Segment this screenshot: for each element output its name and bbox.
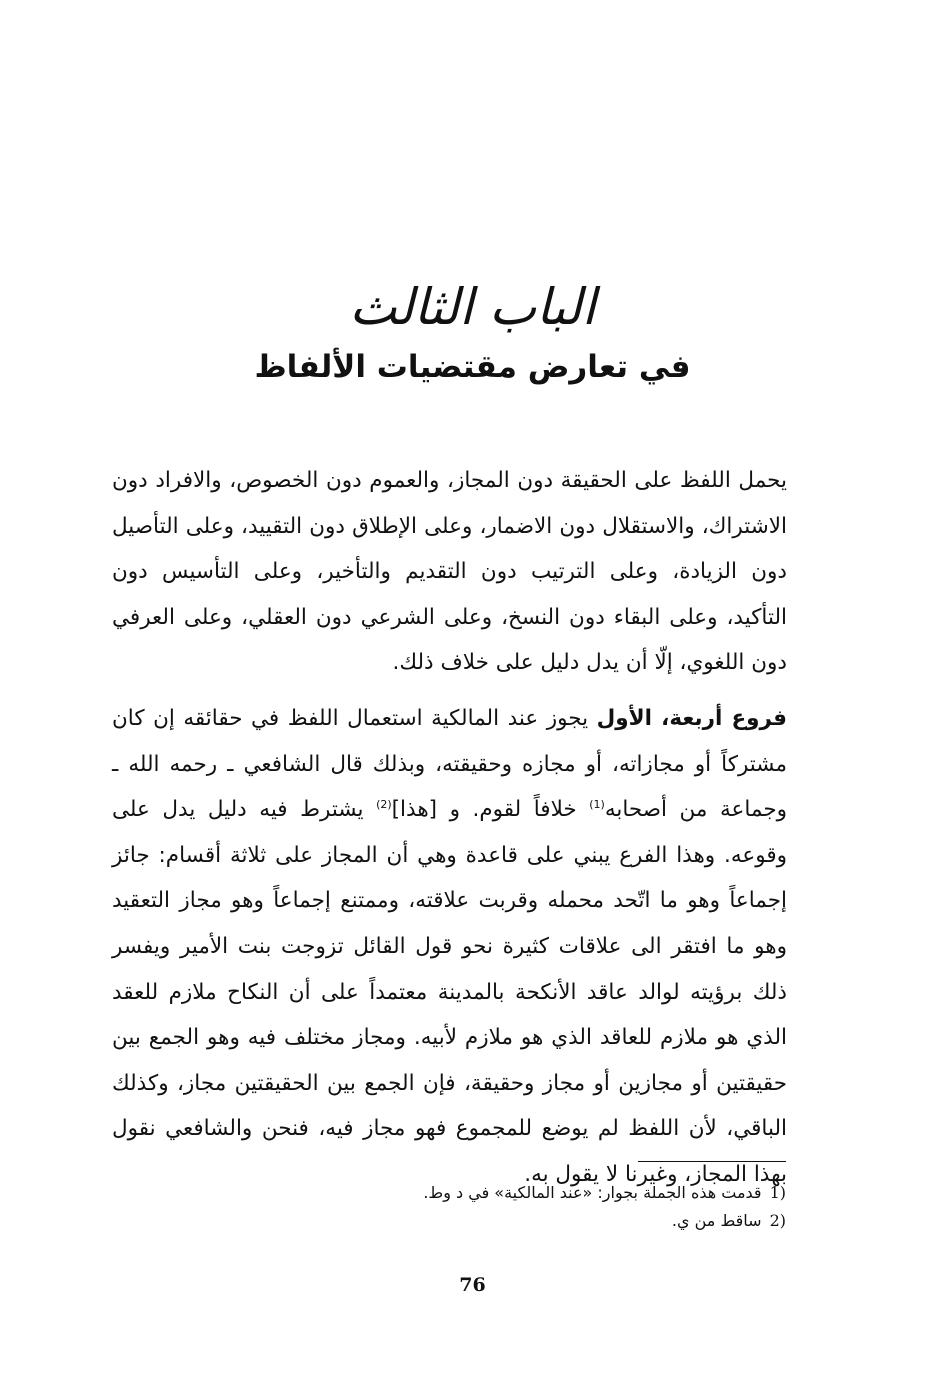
footnote-text: ساقط من ي.	[671, 1211, 762, 1230]
paragraph-rule-text: يحمل اللفظ على الحقيقة دون المجاز، والعموم دون الخصوص، والافراد دون الاشتراك، والاستقلال دون الاضمار، وعلى الإطلاق دون التقييد، وعلى التأصيل دون الزيادة، وعلى الترتيب دون التقديم والتأخير، وعلى التأسيس دون التأكيد، وعلى البقاء دون النسخ، وعلى الشرعي دون العقلي، وعلى العرفي دون اللغوي، إلّا أن يدل دليل على خلاف ذلك.	[112, 468, 787, 676]
footnotes	[300, 1179, 786, 1235]
branches-lead: فروع أربعة، الأول	[596, 706, 787, 731]
footnote-2	[300, 1207, 786, 1235]
page-number: 76	[459, 1274, 486, 1296]
paragraph-rule	[112, 458, 787, 686]
branches-text-3: يشترط فيه دليل يدل على وقوعه. وهذا الفرع يبني على قاعدة وهي أن المجاز على ثلاثة أقسام: جائز إجماعاً وهو ما اتّحد محمله وقربت علاقته، وممتنع إجماعاً وهو مجاز التعقيد وهو ما افتقر الى علاقات كثيرة نحو قول القائل تزوجت بنت الأمير ويفسر ذلك برؤيته لوالد عاقد الأنكحة بالمدينة معتمداً على أن النكاح ملازم للعقد الذي هو ملازم للعاقد الذي هو ملازم لأبيه. ومجاز مختلف فيه وهو الجمع بين حقيقتين أو مجازين أو مجاز وحقيقة، فإن الجمع بين الحقيقتين مجاز، وكذلك الباقي، لأن اللفظ لم يوضع للمجموع فهو مجاز فيه، فنحن والشافعي نقول بهذا المجاز، وغيرنا لا يقول به.	[112, 797, 787, 1187]
chapter-title: الباب الثالث	[349, 278, 596, 336]
footnote-number: 1)	[769, 1183, 786, 1202]
branches-text-2: خلافاً لقوم. و [هذا]	[391, 797, 590, 823]
branches-text-1: يجوز عند المالكية استعمال اللفظ في حقائقه إن كان مشتركاً أو مجازاته، أو مجازه وحقيقته، وبذلك قال الشافعي ـ رحمه الله ـ وجماعة من أصحابه	[112, 706, 787, 823]
paragraph-branches	[112, 696, 787, 1198]
footnote-ref-2[interactable]: (2)	[376, 798, 392, 812]
footnote-text: قدمت هذه الجملة بجوار: «عند المالكية» في د وط.	[423, 1183, 762, 1202]
footnote-ref-1[interactable]: (1)	[589, 798, 605, 812]
footnote-divider	[638, 1161, 786, 1162]
footnote-1	[300, 1179, 786, 1207]
footnote-number: 2)	[769, 1211, 786, 1230]
chapter-subtitle: في تعارض مقتضيات الألفاظ	[254, 349, 691, 385]
